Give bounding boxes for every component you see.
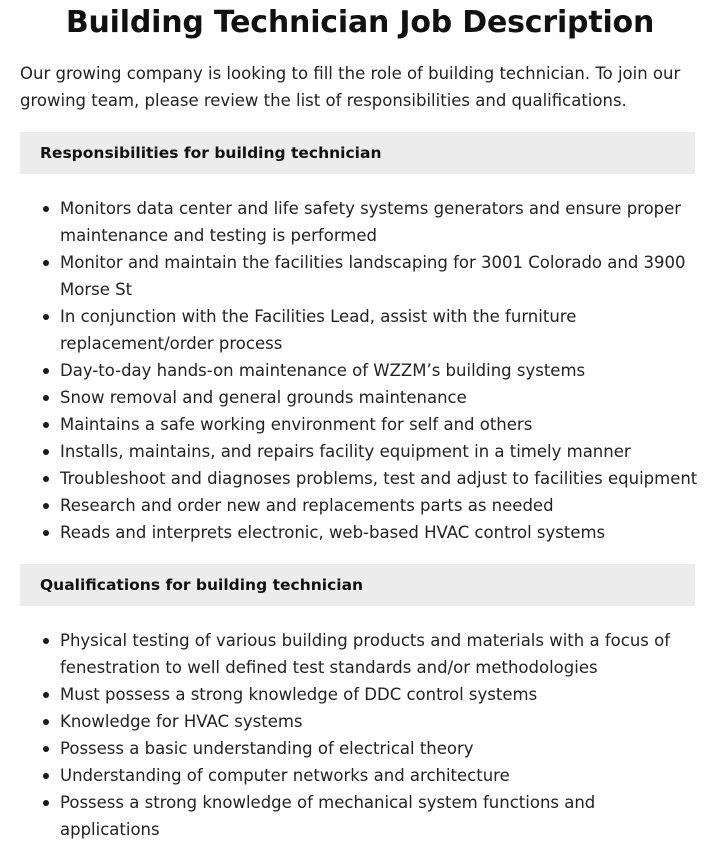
list-item-text: Possess a strong knowledge of mechanical system functions and applications [60,793,596,839]
bullet-icon [43,260,49,266]
list-item [20,735,700,762]
qualifications-heading: Qualifications for building technician [20,564,695,606]
bullet-icon [43,422,49,428]
bullet-icon [43,395,49,401]
bullet-icon [43,746,49,752]
bullet-icon [43,503,49,509]
list-item-text: Reads and interprets electronic, web-based HVAC control systems [60,523,606,542]
list-item-text: Research and order new and replacements parts as needed [60,496,554,515]
bullet-icon [43,800,49,806]
bullet-icon [43,476,49,482]
intro-paragraph: Our growing company is looking to fill the role of building technician. To join our growing team, please review the list of responsibilities and qualifications. [20,64,681,110]
list-item [20,627,700,681]
list-item-text: In conjunction with the Facilities Lead, assist with the furniture replacement/order process [60,307,577,353]
list-item-text: Knowledge for HVAC systems [60,712,303,731]
responsibilities-list [20,195,700,546]
list-item [20,465,700,492]
bullet-icon [43,449,49,455]
list-item [20,384,700,411]
page-title: Building Technician Job Description [65,5,655,40]
bullet-icon [43,692,49,698]
list-item [20,411,700,438]
bullet-icon [43,719,49,725]
list-item [20,303,700,357]
list-item [20,762,700,789]
list-item [20,708,700,735]
list-item-text: Monitor and maintain the facilities landscaping for 3001 Colorado and 3900 Morse St [60,253,686,299]
bullet-icon [43,638,49,644]
list-item [20,681,700,708]
bullet-icon [43,530,49,536]
list-item-text: Must possess a strong knowledge of DDC control systems [60,685,538,704]
bullet-icon [43,773,49,779]
list-item-text: Possess a basic understanding of electrical theory [60,739,474,758]
list-item-text: Troubleshoot and diagnoses problems, test and adjust to facilities equipment [60,469,698,488]
list-item-text: Day-to-day hands-on maintenance of WZZM’s building systems [60,361,586,380]
list-item [20,492,700,519]
list-item-text: Installs, maintains, and repairs facility equipment in a timely manner [60,442,631,461]
list-item-text: Maintains a safe working environment for self and others [60,415,533,434]
list-item [20,519,700,546]
bullet-icon [43,206,49,212]
list-item-text: Snow removal and general grounds maintenance [60,388,467,407]
list-item [20,249,700,303]
list-item [20,195,700,249]
qualifications-list [20,627,700,843]
list-item [20,789,700,843]
list-item [20,438,700,465]
list-item-text: Understanding of computer networks and architecture [60,766,510,785]
list-item-text: Physical testing of various building products and materials with a focus of fenestration to well defined test standards and/or methodologies [60,631,671,677]
bullet-icon [43,314,49,320]
list-item [20,357,700,384]
list-item-text: Monitors data center and life safety systems generators and ensure proper maintenance and testing is performed [60,199,682,245]
bullet-icon [43,368,49,374]
responsibilities-heading: Responsibilities for building technician [20,132,695,174]
